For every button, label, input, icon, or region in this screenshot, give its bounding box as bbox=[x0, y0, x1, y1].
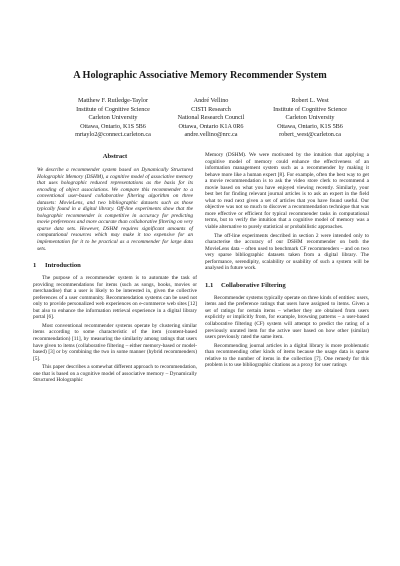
abstract-text: We describe a recommender system based on Dynamically Structured Holographic Memory (DSHM), a cognitive model of associative memory that uses holographic reduced representations as the basis for its encoding of object associations. We compare this recommender to a conventional user-based collaborative filtering algorithm on three datasets: MovieLens, and two bibliographic datasets such as those typically found in a digital library. Off-line experiments show that the holographic recommender is competitive in accuracy for predicting movie preferences and more accurate than collaborative filtering on very sparse data sets. However, DSHM requires significant amounts of computational resources which may make it too expensive for an implementation for it to be practical as a recommender for large data sets. bbox=[37, 167, 193, 252]
section-number: 1 bbox=[33, 262, 37, 270]
author-email: andre.vellino@nrc.ca bbox=[184, 131, 238, 139]
body-paragraph: Recommender systems typically operate on three kinds of entities: users, items and the preference ratings that users have assigned to items. Given a set of ratings for certain items – whether they are obtained from users explicitly or implicitly from, for example, browsing patterns – a user-based collaborative filtering (CF) system will attempt to predict the rating of a previously unrated item for the active user based on how other (similar) users previously rated the same item. bbox=[205, 294, 369, 341]
author-block bbox=[254, 97, 366, 140]
subsection-heading bbox=[205, 281, 369, 290]
author-name: André Vellino bbox=[193, 97, 229, 104]
author-block bbox=[156, 97, 266, 140]
author-name: Matthew F. Rutledge-Taylor bbox=[77, 97, 149, 104]
author-institution: Carleton University bbox=[285, 114, 335, 122]
abstract-heading: Abstract bbox=[102, 153, 128, 160]
subsection-number: 1.1 bbox=[205, 281, 214, 289]
body-paragraph: Memory (DSHM). We were motivated by the intuition that applying a cognitive model of memory could enhance the effectiveness of an information management system such as a recommender by making it behave more like a human expert [8]. For example, often the best way to get a movie recommendation is to ask the video store clerk to recommend a movie based on what you have enjoyed viewing recently. Similarly, your best bet for finding relevant journal articles is to ask an expert in the field what to read next given a set of articles that you have found useful. Our objective was not so much to discover a recommendation technique that was more effective or efficient for typical recommender tasks in computational terms, but to verify the intuition that a cognitive model of memory was a viable alternative to purely statistical or probabilistic approaches. bbox=[205, 152, 369, 231]
author-institution: Carleton University bbox=[88, 114, 138, 122]
subsection-title: Collaborative Filtering bbox=[221, 281, 286, 289]
body-paragraph: This paper describes a somewhat different approach to recommendation, one that is based on a cognitive model of associative memory – Dynamically Structured Holographic bbox=[33, 364, 197, 384]
paper-title: A Holographic Associative Memory Recommender System bbox=[73, 70, 327, 81]
author-address: Ottawa, Ontario, K1S 5B6 bbox=[277, 122, 343, 130]
author-affiliation: Institute of Cognitive Science bbox=[273, 105, 347, 113]
author-institution: National Research Council bbox=[177, 114, 245, 122]
left-column bbox=[33, 152, 197, 386]
section-heading bbox=[33, 261, 197, 270]
author-block bbox=[58, 97, 168, 140]
body-paragraph: The purpose of a recommender system is to automate the task of providing recommendations for items (such as songs, books, movies or merchandise) that a user is likely to be interested in, given the collective preferences of a user community. Recommendation systems can be used not only to provide personalized web experiences on e-commerce web sites [12] but also to enhance the information retrieval experience in a digital library portal [6]. bbox=[33, 275, 197, 321]
right-column bbox=[205, 152, 369, 371]
author-address: Ottawa, Ontario, K1S 5B6 bbox=[80, 122, 146, 130]
author-name: Robert L. West bbox=[291, 97, 329, 104]
author-affiliation: CISTI Research bbox=[191, 105, 231, 113]
body-paragraph: The off-line experiments described in section 2 were intended only to characterise the accuracy of our DSHM recommender on both the MovieLens data – often used to benchmark CF recommenders – and on two very sparse bibliographic datasets taken from a digital library. The performance, serendipity, scalability or usability of such a system will be analysed in future work. bbox=[205, 232, 369, 272]
author-email: mrtaylo2@connect.carleton.ca bbox=[75, 131, 151, 139]
author-affiliation: Institute of Cognitive Science bbox=[76, 105, 150, 113]
body-paragraph: Recommending journal articles in a digital library is more problematic than recommending other kinds of items because the usage data is sparse relative to the number of items in the collection [7]. One remedy for this problem is to use bibliographic citations as a proxy for user ratings bbox=[205, 342, 369, 369]
body-paragraph: Most conventional recommender systems operate by clustering similar items according to some characteristic of the item (content-based recommendation) [11], by measuring the similarity among ratings that users have given to items (collaborative filtering – either memory-based or model-based) [3] or by combining the two in some manner (hybrid recommenders) [5]. bbox=[33, 322, 197, 362]
section-title: Introduction bbox=[45, 262, 81, 270]
author-address: Ottawa, Ontario K1A 0R6 bbox=[178, 122, 244, 130]
author-email: robert_west@carleton.ca bbox=[279, 131, 341, 139]
